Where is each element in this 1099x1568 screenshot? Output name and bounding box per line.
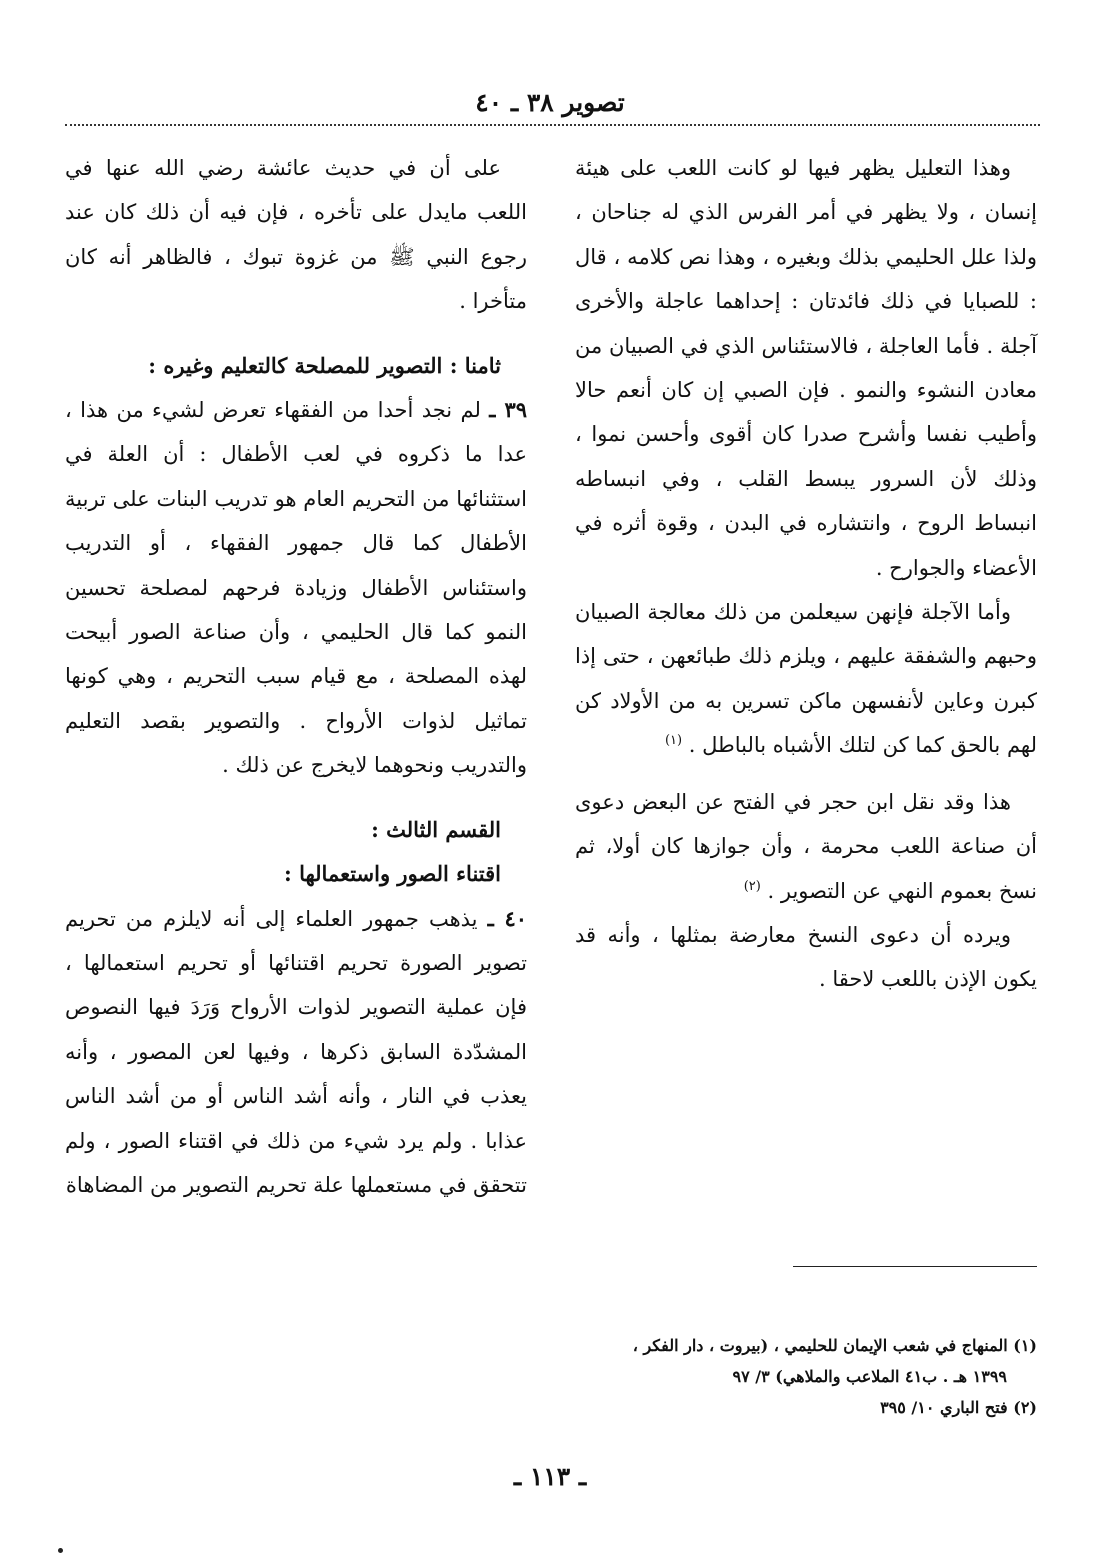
running-header: تصوير ٣٨ ـ ٤٠	[475, 88, 625, 117]
header-dotted-rule	[65, 124, 1040, 126]
paragraph-text: وأما الآجلة فإنهن سيعلمن من ذلك معالجة الصبيان وحبهم والشفقة عليهم ، ويلزم ذلك طبائعهن ، حتى إذا كبرن وعاين لأنفسهن ماكن تسرين به من الأولاد كن لهم بالحق كما كن لتلك الأشباه بالباطل .	[575, 600, 1037, 758]
paragraph	[65, 897, 527, 1208]
paragraph-text: لم نجد أحدا من الفقهاء تعرض لشيء من هذا ، عدا ما ذكروه في لعب الأطفال : أن العلة في استثنائها من التحريم العام هو تدريب البنات على تربية الأطفال كما قال جمهور الفقهاء ، أو التدريب واستئناس الأطفال وزيادة فرحهم لمصلحة تحسين النمو كما قال الحليمي ، وأن صناعة الصور أبيحت لهذه المصلحة ، مع قيام سبب التحريم ، وهي كونها تماثيل لذوات الأرواح . والتصوير بقصد التعليم والتدريب ونحوهما لايخرج عن ذلك .	[65, 398, 527, 778]
footnote-separator	[793, 1266, 1037, 1267]
footnote: (٢) فتح الباري ١٠/ ٣٩٥	[880, 1398, 1037, 1417]
paragraph-text: هذا وقد نقل ابن حجر في الفتح عن البعض دعوى أن صناعة اللعب محرمة ، وأن جوازها كان أولا، ثم نسخ بعموم النهي عن التصوير .	[575, 789, 1037, 903]
footnote-ref: (١)	[664, 733, 683, 749]
paragraph-text: يذهب جمهور العلماء إلى أنه لايلزم من تحريم تصوير الصورة تحريم اقتنائها أو تحريم استعمالها ، فإن عملية التصوير لذوات الأرواح وَرَدَ فيها النصوص المشدّدة السابق ذكرها ، وفيها لعن المصور ، وأنه يعذب في النار ، وأنه أشد الناس أو من أشد الناس عذابا . ولم يرد شيء من ذلك في اقتناء الصور ، ولم تتحقق في مستعملها علة تحريم التصوير من المضاهاة	[65, 906, 527, 1197]
paragraph-number: ٤٠ ـ	[487, 905, 527, 931]
section-heading: ثامنا : التصوير للمصلحة كالتعليم وغيره :	[148, 352, 501, 378]
paragraph	[65, 388, 527, 788]
footnote-continuation: ١٣٩٩ هـ . ب٤١ الملاعب والملاهي) ٣/ ٩٧	[732, 1367, 1007, 1386]
scan-dot	[58, 1548, 63, 1553]
paragraph: وهذا التعليل يظهر فيها لو كانت اللعب على هيئة إنسان ، ولا يظهر في أمر الفرس الذي له جناحان ، ولذا علل الحليمي بذلك وبغيره ، وهذا نص كلامه ، قال : للصبايا في ذلك فائدتان : إحداهما عاجلة والأخرى آجلة . فأما العاجلة ، فالاستئناس الذي في الصبيان من معادن النشوء والنمو . فإن الصبي إن كان أنعم حالا وأطيب نفسا وأشرح صدرا كان أقوى وأحسن نموا ، وذلك لأن السرور يبسط القلب ، وفي انبساطه انبساط الروح ، وانتشاره في البدن ، وقوة أثره في الأعضاء والجوارح .	[575, 156, 1037, 580]
footnote-ref: (٢)	[743, 878, 761, 894]
paragraph: على أن في حديث عائشة رضي الله عنها في اللعب مايدل على تأخره ، فإن فيه أن ذلك كان عند رجوع النبي ﷺ من غزوة تبوك ، فالظاهر أنه كان متأخرا .	[65, 156, 527, 314]
section-heading: القسم الثالث :	[371, 816, 501, 842]
paragraph	[575, 780, 1037, 913]
section-heading: اقتناء الصور واستعمالها :	[284, 861, 501, 887]
left-column	[65, 146, 527, 1207]
page-number: ـ ١١٣ ـ	[513, 1462, 587, 1491]
right-column	[575, 146, 1037, 1002]
paragraph: ويرده أن دعوى النسخ معارضة بمثلها ، وأنه قد يكون الإذن باللعب لاحقا .	[575, 922, 1037, 992]
paragraph	[575, 590, 1037, 768]
paragraph-number: ٣٩ ـ	[489, 397, 527, 423]
footnotes	[575, 1330, 1037, 1423]
footnote: (١) المنهاج في شعب الإيمان للحليمي ، (بيروت ، دار الفكر ،	[632, 1336, 1037, 1355]
